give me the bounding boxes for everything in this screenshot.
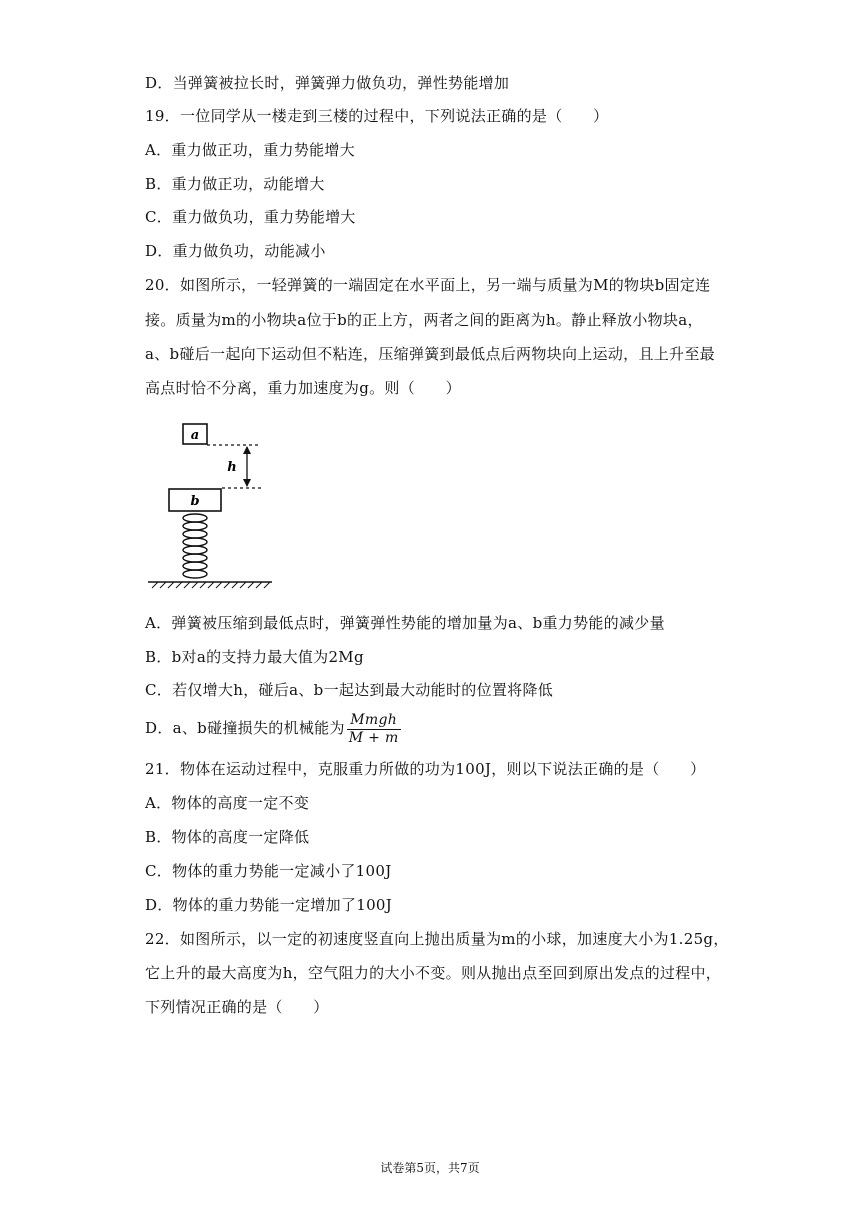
fraction-numerator: Mmgh <box>347 713 401 730</box>
page-footer: 试卷第5页，共7页 <box>380 1161 480 1175</box>
spring-block-figure <box>140 412 290 592</box>
q22-stem-line-2: 它上升的最大高度为h，空气阻力的大小不变。则从抛出点至回到原出发点的过程中， <box>145 964 722 982</box>
spring <box>183 514 207 578</box>
q20-option-b: B．b对a的支持力最大值为2Mg <box>145 648 364 666</box>
q21-option-d: D．物体的重力势能一定增加了100J <box>145 896 393 914</box>
q20-option-a: A．弹簧被压缩到最低点时，弹簧弹性势能的增加量为a、b重力势能的减少量 <box>145 614 665 632</box>
arrow-head-up <box>243 446 251 454</box>
fraction-denominator: M + m <box>348 729 399 746</box>
q19-option-d: D．重力做负功，动能减小 <box>145 242 326 260</box>
q20-stem-line-3: a、b碰后一起向下运动但不粘连，压缩弹簧到最低点后两物块向上运动，且上升至最 <box>145 345 715 363</box>
q20-stem-line-2: 接。质量为m的小物块a位于b的正上方，两者之间的距离为h。静止释放小物块a， <box>145 311 703 329</box>
ground-hatch <box>152 582 270 588</box>
q22-stem-line-3: 下列情况正确的是（ ） <box>145 998 329 1016</box>
q20-stem-line-4: 高点时恰不分离，重力加速度为g。则（ ） <box>145 379 461 397</box>
q19-stem: 19．一位同学从一楼走到三楼的过程中，下列说法正确的是（ ） <box>145 107 609 125</box>
q21-option-c: C．物体的重力势能一定减小了100J <box>145 862 392 880</box>
q20-stem-line-1: 20．如图所示，一轻弹簧的一端固定在水平面上，另一端与质量为M的物块b固定连 <box>145 276 711 294</box>
q21-stem: 21．物体在运动过程中，克服重力所做的功为100J，则以下说法正确的是（ ） <box>145 760 706 778</box>
q19-option-c: C．重力做负功，重力势能增大 <box>145 208 356 226</box>
q18-option-d: D．当弹簧被拉长时，弹簧弹力做负功，弹性势能增加 <box>145 74 510 92</box>
energy-loss-fraction <box>347 713 401 746</box>
q19-option-a: A．重力做正功，重力势能增大 <box>145 141 356 159</box>
distance-label: h <box>227 460 237 475</box>
block-b-label: b <box>190 494 200 509</box>
q20-option-d-text: D．a、b碰撞损失的机械能为 <box>145 719 345 737</box>
q21-option-a: A．物体的高度一定不变 <box>145 794 310 812</box>
q22-stem-line-1: 22．如图所示，以一定的初速度竖直向上抛出质量为m的小球，加速度大小为1.25g， <box>145 930 729 948</box>
q20-option-d <box>145 710 401 746</box>
q19-option-b: B．重力做正功，动能增大 <box>145 175 325 193</box>
q20-option-c: C．若仅增大h，碰后a、b一起达到最大动能时的位置将降低 <box>145 681 554 699</box>
arrow-head-down <box>243 479 251 487</box>
q21-option-b: B．物体的高度一定降低 <box>145 828 310 846</box>
block-a-label: a <box>190 428 200 443</box>
